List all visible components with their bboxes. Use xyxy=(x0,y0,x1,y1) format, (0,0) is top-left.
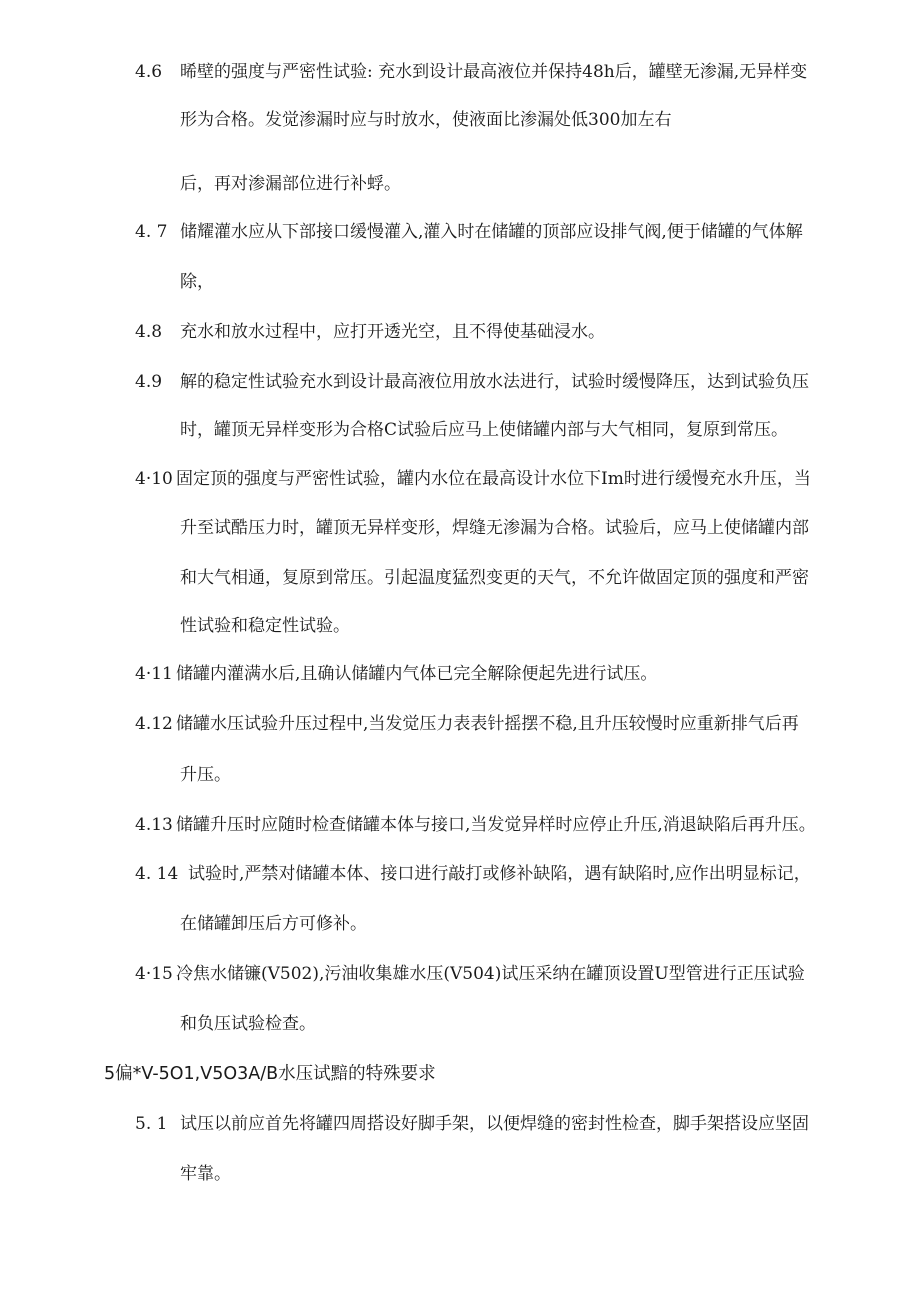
item-number: 4.9 xyxy=(135,372,163,392)
item-number: 4. 7 xyxy=(135,222,168,242)
item-text-line: 和负压试验检查。 xyxy=(180,1014,316,1034)
item-number: 4.12 xyxy=(135,714,173,734)
item-number: 4·15 xyxy=(135,964,173,984)
section-heading: 5偏*V-5O1,V5O3A/B水压试黯的特殊要求 xyxy=(104,1064,436,1084)
item-text-line: 充水和放水过程中，应打开透光空，且不得使基础浸水。 xyxy=(180,322,605,342)
item-number: 4.8 xyxy=(135,322,163,342)
item-text-line: 晞壁的强度与严密性试验: 充水到设计最高液位并保持48h后，罐壁无渗漏,无异样变 xyxy=(180,62,808,82)
item-text-line: 试压以前应首先将罐四周搭设好脚手架，以便焊缝的密封性检查，脚手架搭设应坚固 xyxy=(180,1114,809,1134)
item-text-line: 升至试酷压力时，罐顶无异样变形，焊缝无渗漏为合格。试验后，应马上使储罐内部 xyxy=(180,518,809,538)
item-text-line: 后，再对渗漏部位进行补蜉。 xyxy=(180,174,401,194)
item-text-line: 形为合格。发觉渗漏时应与时放水，使液面比渗漏处低300加左右 xyxy=(180,110,672,130)
item-text-line: 储罐内灌满水后,且确认储罐内气体已完全解除便起先进行试压。 xyxy=(176,664,658,684)
item-text-line: 冷焦水储镰(V502),污油收集雄水压(V504)试压采纳在罐顶设置U型管进行正压试验 xyxy=(176,964,805,984)
item-text-line: 储罐升压时应随时检查储罐本体与接口,当发觉异样时应停止升压,消退缺陷后再升压。 xyxy=(176,815,816,835)
item-text-line: 性试验和稳定性试验。 xyxy=(180,616,350,636)
item-number: 4.13 xyxy=(135,815,173,835)
item-number: 4·11 xyxy=(135,664,173,684)
item-text-line: 解的稳定性试验充水到设计最高液位用放水法进行，试验时缓慢降压，达到试验负压 xyxy=(180,372,809,392)
item-text-line: 储罐水压试验升压过程中,当发觉压力表表针摇摆不稳,且升压较慢时应重新排气后再 xyxy=(176,714,799,734)
item-number: 4·10 xyxy=(135,469,173,489)
item-number: 5. 1 xyxy=(135,1114,168,1134)
item-number: 4.6 xyxy=(135,62,163,82)
item-text-line: 除， xyxy=(180,272,214,292)
item-number: 4. 14 xyxy=(135,864,179,884)
item-text-line: 时，罐顶无异样变形为合格C试验后应马上使储罐内部与大气相同，复原到常压。 xyxy=(180,420,789,440)
item-text-line: 固定顶的强度与严密性试验，罐内水位在最高设计水位下Im时进行缓慢充水升压，当 xyxy=(176,469,811,489)
item-text-line: 升压。 xyxy=(180,765,231,785)
item-text-line: 储耀灌水应从下部接口缓慢灌入,灌入时在储罐的顶部应设排气阀,便于储罐的气体解 xyxy=(180,222,803,242)
item-text-line: 和大气相通，复原到常压。引起温度猛烈变更的天气，不允许做固定顶的强度和严密 xyxy=(180,568,809,588)
item-text-line: 在储罐卸压后方可修补。 xyxy=(180,914,367,934)
item-text-line: 试验时,严禁对储罐本体、接口进行敲打或修补缺陷，遇有缺陷时,应作出明显标记， xyxy=(188,864,811,884)
item-text-line: 牢靠。 xyxy=(180,1164,231,1184)
